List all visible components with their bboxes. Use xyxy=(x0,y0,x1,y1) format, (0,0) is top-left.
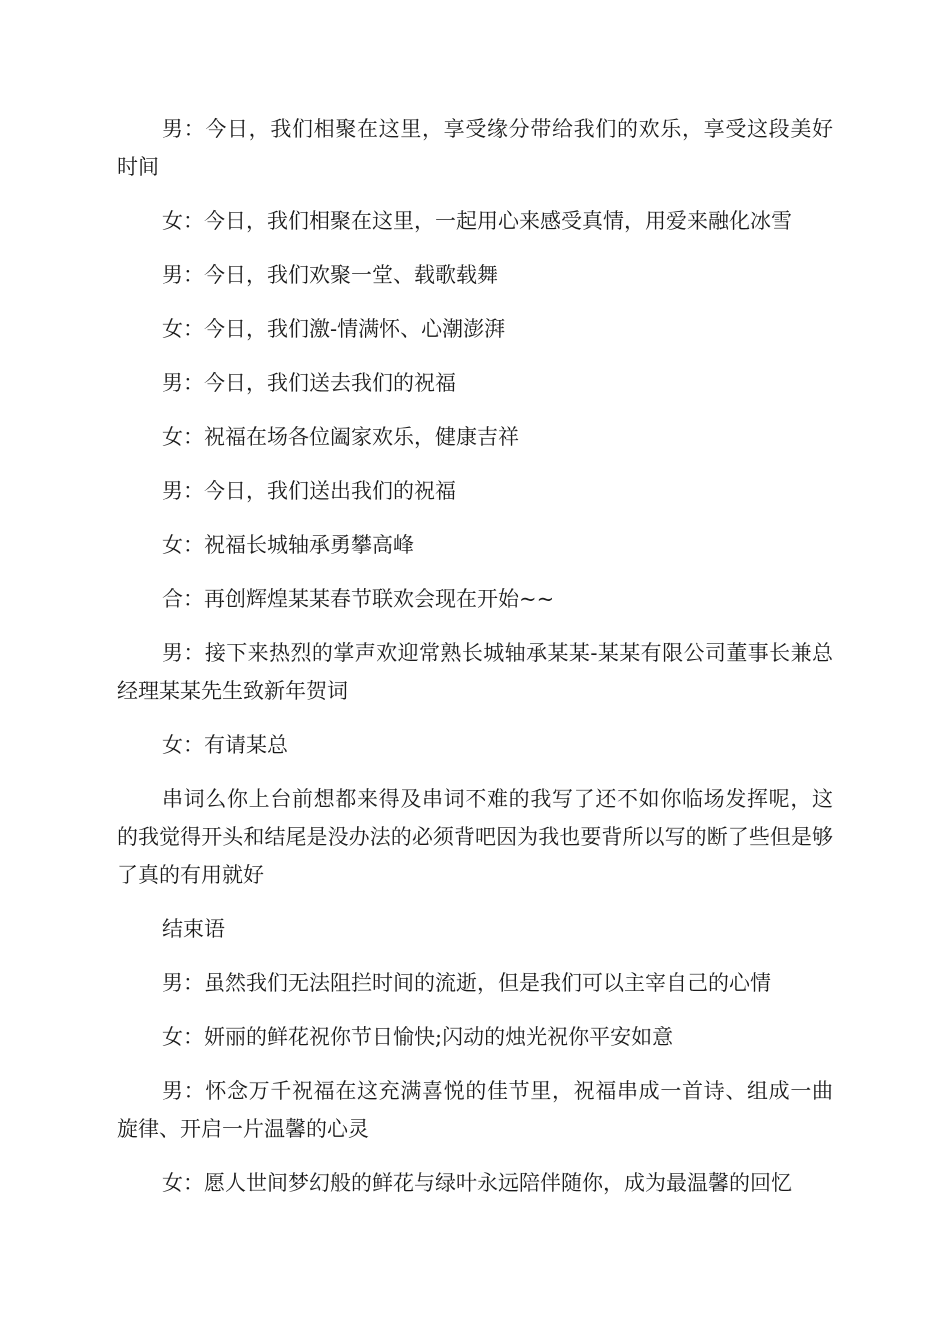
paragraph: 男：接下来热烈的掌声欢迎常熟长城轴承某某-某某有限公司董事长兼总经理某某先生致新年贺词 xyxy=(117,641,833,703)
paragraph: 男：虽然我们无法阻拦时间的流逝，但是我们可以主宰自己的心情 xyxy=(162,971,771,995)
paragraph: 女：有请某总 xyxy=(162,733,288,757)
paragraph: 男：今日，我们相聚在这里，享受缘分带给我们的欢乐，享受这段美好时间 xyxy=(117,117,833,179)
paragraph: 女：祝福在场各位阖家欢乐，健康吉祥 xyxy=(162,425,519,449)
paragraph: 男：怀念万千祝福在这充满喜悦的佳节里，祝福串成一首诗、组成一曲旋律、开启一片温馨的心灵 xyxy=(117,1079,833,1141)
paragraph: 合：再创辉煌某某春节联欢会现在开始~~ xyxy=(162,587,555,611)
paragraph: 串词么你上台前想都来得及串词不难的我写了还不如你临场发挥呢，这的我觉得开头和结尾是没办法的必须背吧因为我也要背所以写的断了些但是够了真的有用就好 xyxy=(117,787,833,887)
paragraph: 女：今日，我们激-情满怀、心潮澎湃 xyxy=(162,317,506,341)
paragraph: 女：妍丽的鲜花祝你节日愉快;闪动的烛光祝你平安如意 xyxy=(162,1025,674,1049)
section-heading: 结束语 xyxy=(162,917,225,941)
document-body xyxy=(117,110,833,1218)
paragraph: 男：今日，我们送出我们的祝福 xyxy=(162,479,456,503)
paragraph: 女：愿人世间梦幻般的鲜花与绿叶永远陪伴随你，成为最温馨的回忆 xyxy=(162,1171,792,1195)
paragraph: 女：今日，我们相聚在这里，一起用心来感受真情，用爱来融化冰雪 xyxy=(162,209,792,233)
paragraph: 女：祝福长城轴承勇攀高峰 xyxy=(162,533,414,557)
paragraph: 男：今日，我们欢聚一堂、载歌载舞 xyxy=(162,263,498,287)
paragraph: 男：今日，我们送去我们的祝福 xyxy=(162,371,456,395)
